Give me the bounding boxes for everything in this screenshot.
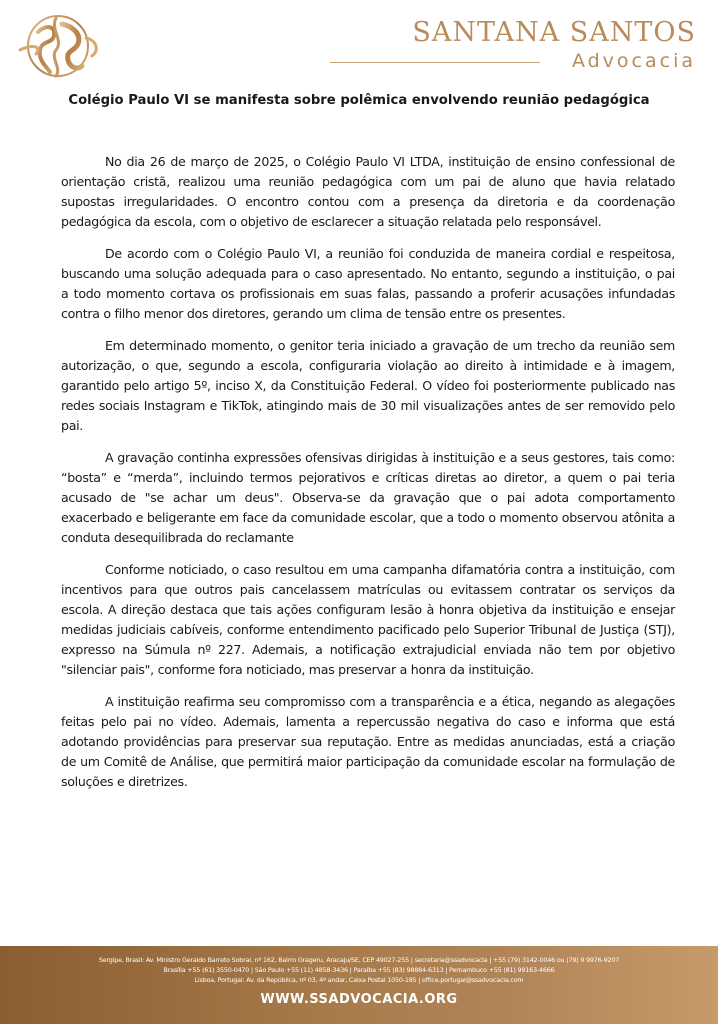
paragraph: Conforme noticiado, o caso resultou em uma campanha difamatória contra a instituição, com incentivos para que outros pais cancelassem matrículas ou evitassem contratar os serviços da escola. A direção destaca que tais ações configuram lesão à honra objetiva da instituição e ensejar medidas judiciais cabíveis, conforme entendimento pacificado pelo Superior Tribunal de Justiça (STJ), expresso na Súmula nº 227. Ademais, a notificação extrajudicial enviada não tem por objetivo "silenciar pais", conforme fora noticiado, mas preservar a honra da instituição. [61,562,675,677]
document-title: Colégio Paulo VI se manifesta sobre polêmica envolvendo reunião pedagógica [68,93,650,108]
paragraph: A instituição reafirma seu compromisso com a transparência e a ética, negando as alegações feitas pelo pai no vídeo. Ademais, lamenta a repercussão negativa do caso e informa que está adotando providências para preservar sua reputação. Entre as medidas anunciadas, está a criação de um Comitê de Análise, que permitirá maior participação da comunidade escolar na formulação de soluções e diretrizes. [61,694,675,789]
paragraph: A gravação continha expressões ofensivas dirigidas à instituição e a seus gestores, tais como: “bosta” e “merda”, incluindo termos pejorativos e críticas diretas ao diretor, a quem o pai teria acusado de "se achar um deus". Observa-se da gravação que o pai adota comportamento exacerbado e beligerante em face da comunidade escolar, que a todo o momento observou atônita a conduta desequilibrada do reclamante [61,450,675,545]
paragraph: De acordo com o Colégio Paulo VI, a reunião foi conduzida de maneira cordial e respeitosa, buscando uma solução adequada para o caso apresentado. No entanto, segundo a instituição, o pai a todo momento cortava os profissionais em suas falas, passando a proferir acusações infundadas contra o filho menor dos diretores, gerando um clima de tensão entre os presentes. [61,246,675,321]
paragraph: No dia 26 de março de 2025, o Colégio Paulo VI LTDA, instituição de ensino confessional de orientação cristã, realizou uma reunião pedagógica com um pai de aluno que havia relatado supostas irregularidades. O encontro contou com a presença da diretoria e da coordenação pedagógica da escola, com o objetivo de esclarecer a situação relatada pelo responsável. [61,154,675,229]
footer-address-brazil: Sergipe, Brasil: Av. Ministro Geraldo Barreto Sobral, nº 162, Bairro Grageru, Aracaju/SE, CEP 49027-255 | secretaria@ssadvocacia | +55 (79) 3142-0046 ou (79) 9 9976-9207 [98,956,620,964]
brand-block [412,18,696,72]
footer-offices: Brasília +55 (61) 3550-0470 | São Paulo +55 (11) 4858-3436 | Paraíba +55 (83) 98884-6313 | Pernambuco +55 (81) 99163-4666 [163,966,555,974]
footer-address-portugal: Lisboa, Portugal: Av. da República, nº 03, 4º andar, Caixa Postal 1050-185 | office.portugal@ssadvocacia.com [194,976,524,984]
brand-name: SANTANA SANTOS [412,17,696,48]
paragraph: Em determinado momento, o genitor teria iniciado a gravação de um trecho da reunião sem autorização, o que, segundo a escola, configuraria violação ao direito à intimidade e à imagem, garantido pelo artigo 5º, inciso X, da Constituição Federal. O vídeo foi posteriormente publicado nas redes sociais Instagram e TikTok, atingindo mais de 30 mil visualizações antes de ser removido pelo pai. [61,338,675,433]
brand-subtitle: Advocacia [571,50,696,72]
footer-contacts [0,946,718,985]
letterhead-footer [0,946,718,1024]
footer-website-link[interactable]: WWW.SSADVOCACIA.ORG [260,992,458,1007]
globe-logo-icon [12,10,104,82]
document-body [61,152,675,804]
letterhead-header [0,0,718,90]
